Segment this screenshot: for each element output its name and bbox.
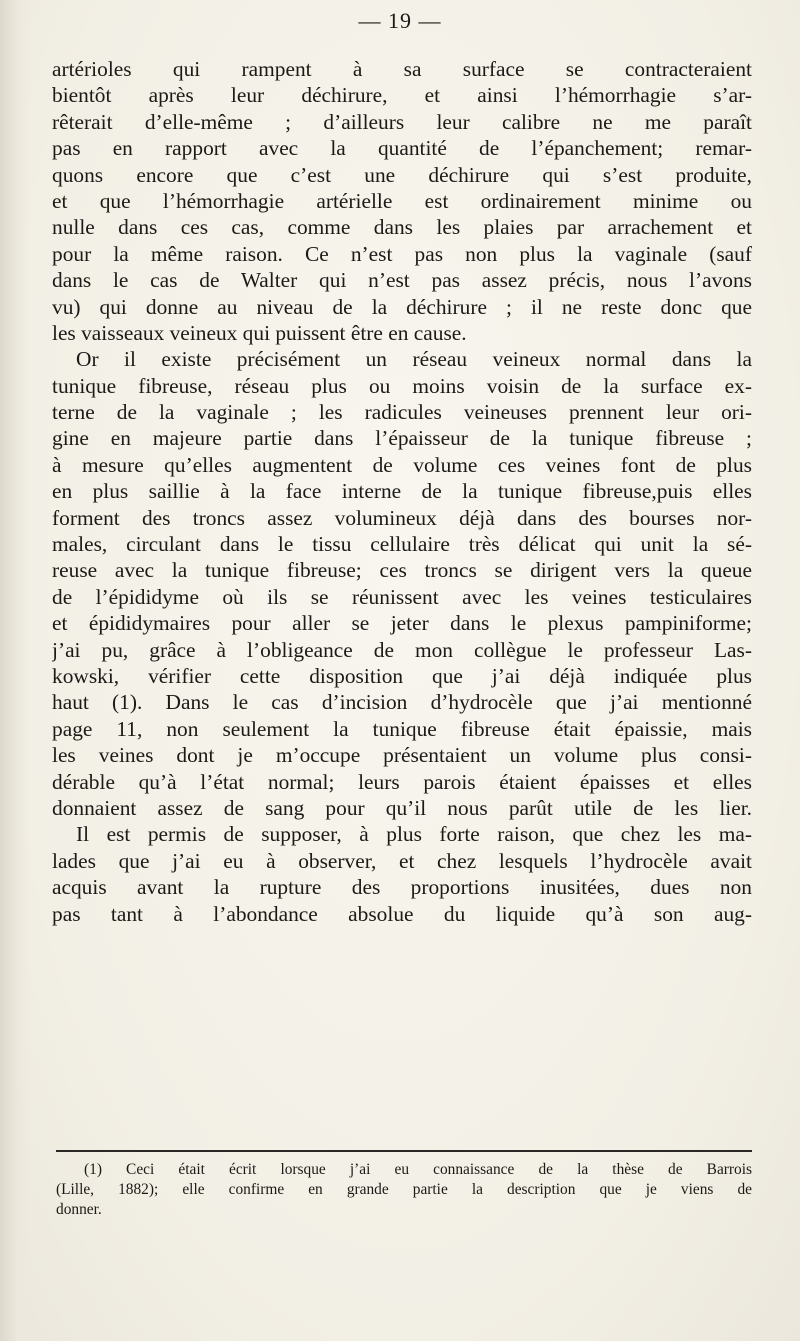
body-line: acquis avant la rupture des proportions inusitées, dues non xyxy=(52,875,752,900)
body-line: pas en rapport avec la quantité de l’épanchement; remar- xyxy=(52,136,752,161)
body-line: reuse avec la tunique fibreuse; ces troncs se dirigent vers la queue xyxy=(52,558,752,583)
body-line: quons encore que c’est une déchirure qui s’est produite, xyxy=(52,162,752,187)
body-line: à mesure qu’elles augmentent de volume ces veines font de plus xyxy=(52,452,752,477)
body-line: lades que j’ai eu à observer, et chez lesquels l’hydrocèle avait xyxy=(52,848,752,873)
footnote-line: donner. xyxy=(56,1201,102,1218)
body-line: dérable qu’à l’état normal; leurs parois étaient épaisses et elles xyxy=(52,769,752,794)
footnote xyxy=(56,1160,752,1220)
body-line: Il est permis de supposer, à plus forte raison, que chez les ma- xyxy=(76,822,752,847)
body-line: j’ai pu, grâce à l’obligeance de mon collègue le professeur Las- xyxy=(52,637,752,662)
body-line: pas tant à l’abondance absolue du liquide qu’à son aug- xyxy=(52,901,752,926)
body-line: terne de la vaginale ; les radicules veineuses prennent leur ori- xyxy=(52,400,752,425)
footnote-line: (Lille, 1882); elle confirme en grande partie la description que je viens de xyxy=(56,1181,752,1198)
body-line: de l’épididyme où ils se réunissent avec les veines testiculaires xyxy=(52,584,752,609)
body-line: et que l’hémorrhagie artérielle est ordinairement minime ou xyxy=(52,188,752,213)
page-number: — 19 — xyxy=(358,8,442,33)
body-line: tunique fibreuse, réseau plus ou moins voisin de la surface ex- xyxy=(52,373,752,398)
body-line: Or il existe précisément un réseau veineux normal dans la xyxy=(76,347,752,372)
body-line: males, circulant dans le tissu cellulaire très délicat qui unit la sé- xyxy=(52,532,752,557)
body-line: nulle dans ces cas, comme dans les plaies par arrachement et xyxy=(52,215,752,240)
body-text xyxy=(52,56,752,927)
body-line: les vaisseaux veineux qui puissent être en cause. xyxy=(52,320,467,345)
body-line: kowski, vérifier cette disposition que j’ai déjà indiquée plus xyxy=(52,663,752,688)
body-line: donnaient assez de sang pour qu’il nous parût utile de les lier. xyxy=(52,795,752,820)
body-line: en plus saillie à la face interne de la tunique fibreuse,puis elles xyxy=(52,479,752,504)
body-line: gine en majeure partie dans l’épaisseur de la tunique fibreuse ; xyxy=(52,426,752,451)
page-gutter-shadow xyxy=(0,0,30,1341)
body-line: rêterait d’elle-même ; d’ailleurs leur calibre ne me paraît xyxy=(52,109,752,134)
body-line: bientôt après leur déchirure, et ainsi l’hémorrhagie s’ar- xyxy=(52,83,752,108)
body-line: haut (1). Dans le cas d’incision d’hydrocèle que j’ai mentionné xyxy=(52,690,752,715)
footnote-separator xyxy=(56,1150,752,1152)
footnote-line: (1) Ceci était écrit lorsque j’ai eu connaissance de la thèse de Barrois xyxy=(84,1161,752,1178)
body-line: page 11, non seulement la tunique fibreuse était épaissie, mais xyxy=(52,716,752,741)
body-line: forment des troncs assez volumineux déjà dans des bourses nor- xyxy=(52,505,752,530)
body-line: pour la même raison. Ce n’est pas non plus la vaginale (sauf xyxy=(52,241,752,266)
body-line: artérioles qui rampent à sa surface se contracteraient xyxy=(52,57,752,81)
body-line: dans le cas de Walter qui n’est pas assez précis, nous l’avons xyxy=(52,268,752,293)
body-line: vu) qui donne au niveau de la déchirure ; il ne reste donc que xyxy=(52,294,752,319)
body-line: les veines dont je m’occupe présentaient un volume plus consi- xyxy=(52,743,752,768)
body-line: et épididymaires pour aller se jeter dans le plexus pampiniforme; xyxy=(52,611,752,636)
